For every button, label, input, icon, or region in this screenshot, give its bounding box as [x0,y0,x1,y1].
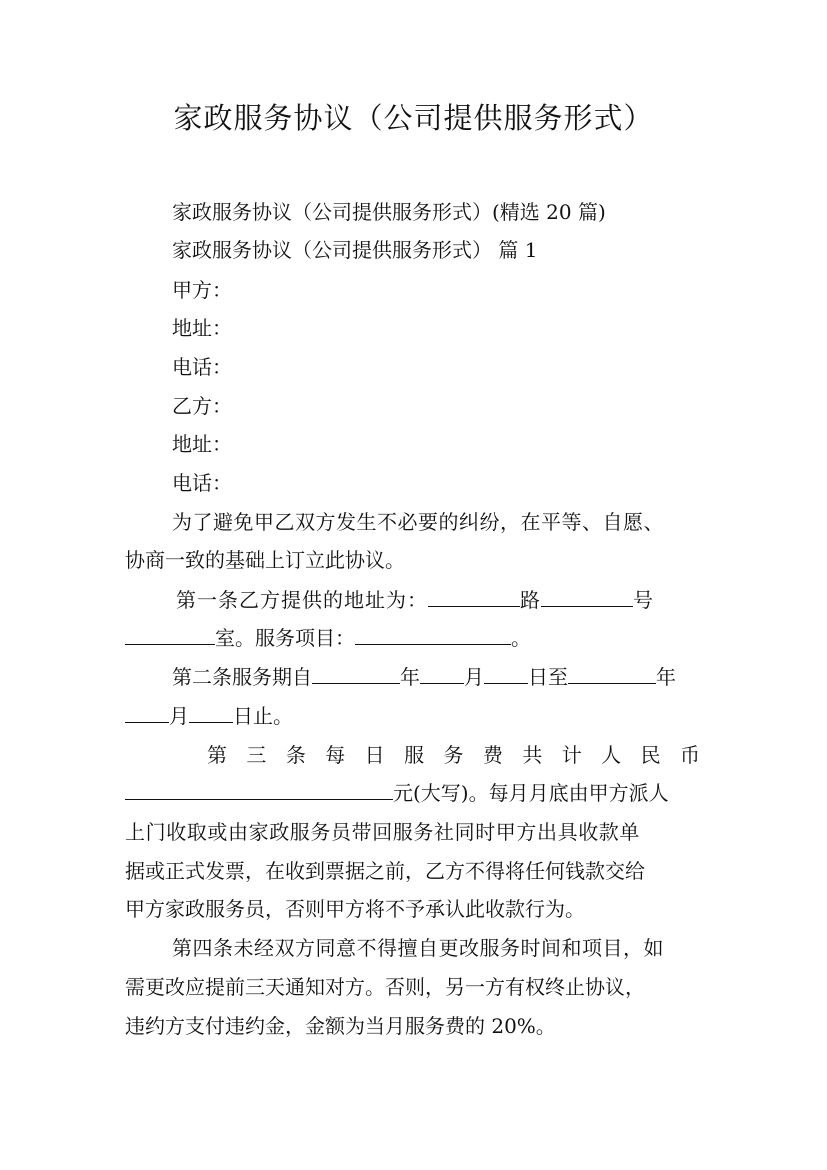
end-year-blank [568,665,656,684]
end-month-blank [125,704,169,723]
article-2-line-2 [125,703,293,729]
end-day-blank [189,704,233,723]
intro-line-2: 协商一致的基础上订立此协议。 [125,548,405,572]
daily-fee-blank [125,781,393,800]
party-a-phone-label: 电话： [172,355,232,379]
article-3-line-1: 第三条每日服务费共计人民币 [207,743,700,767]
start-month-blank [420,665,464,684]
service-items-blank [355,626,511,645]
article-4-line-1: 第四条未经双方同意不得擅自更改服务时间和项目，如 [172,936,664,960]
article-3-line-4: 据或正式发票，在收到票据之前，乙方不得将任何钱款交给 [125,859,645,883]
start-day-blank [484,665,528,684]
room-blank [125,626,215,645]
article-3-line-5: 甲方家政服务员，否则甲方将不予承认此收款行为。 [125,897,585,921]
room-label: 室。服务项目： [215,626,355,650]
article-1-line-1 [176,587,654,613]
start-month-label: 月 [464,665,484,689]
start-year-label: 年 [400,665,420,689]
article-2-line-1 [172,664,676,690]
article-1-end: 。 [511,626,531,650]
article-3-line-2-text: 元(大写)。每月月底由甲方派人 [393,781,669,805]
start-year-blank [312,665,400,684]
article-3-line-2 [125,780,669,806]
day-to-label: 日至 [528,665,568,689]
article-4-line-3: 违约方支付违约金，金额为当月服务费的 20%。 [125,1014,556,1038]
section-heading: 家政服务协议（公司提供服务形式） 篇 1 [172,238,538,262]
road-label: 路 [520,588,541,612]
road-blank [428,588,520,607]
article-1-prefix: 第一条乙方提供的地址为： [176,588,428,612]
article-4-line-2: 需更改应提前三天通知对方。否则，另一方有权终止协议， [125,975,645,999]
end-month-label: 月 [169,704,189,728]
party-a-label: 甲方： [172,278,232,302]
number-label: 号 [633,588,654,612]
end-year-label: 年 [656,665,676,689]
number-blank [541,588,633,607]
party-b-label: 乙方： [172,394,232,418]
party-a-address-label: 地址： [172,316,232,340]
intro-line-1: 为了避免甲乙双方发生不必要的纠纷，在平等、自愿、 [172,510,664,534]
article-1-line-2 [125,625,531,651]
article-3-line-3: 上门收取或由家政服务员带回服务社同时甲方出具收款单 [125,820,640,844]
party-b-phone-label: 电话： [172,471,232,495]
document-subtitle: 家政服务协议（公司提供服务形式）(精选 20 篇) [172,200,606,224]
document-title: 家政服务协议（公司提供服务形式） [173,101,654,135]
article-2-prefix: 第二条服务期自 [172,665,312,689]
party-b-address-label: 地址： [172,432,232,456]
article-2-end: 日止。 [233,704,293,728]
